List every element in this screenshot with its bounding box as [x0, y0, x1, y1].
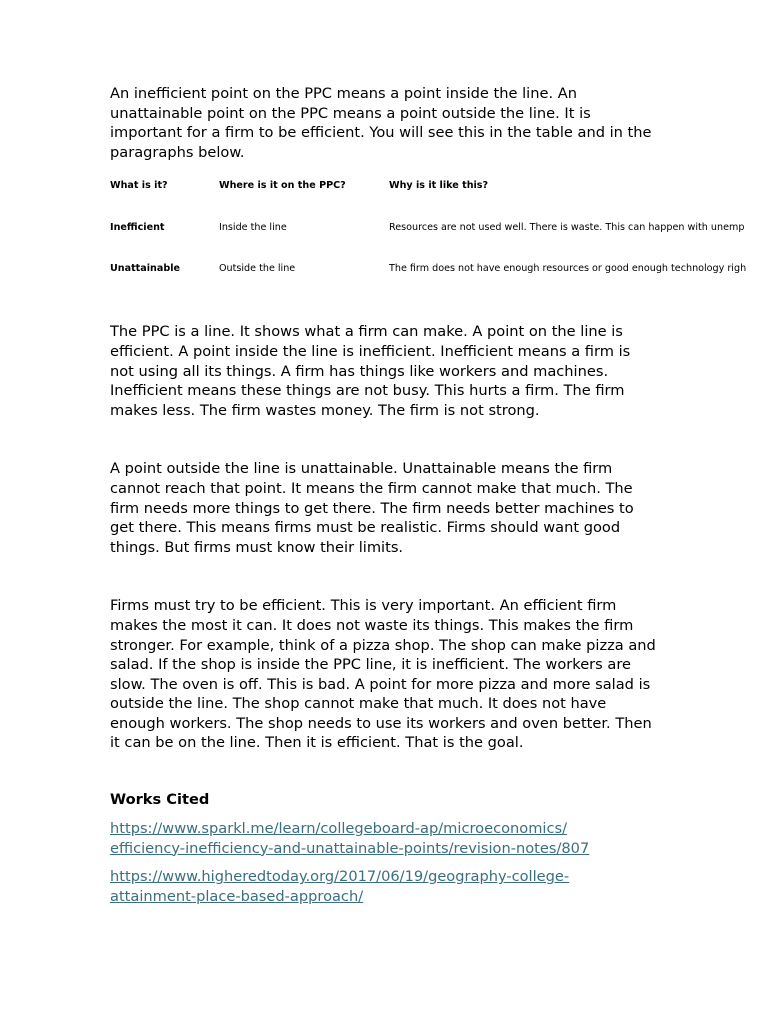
table-cell-why: The firm does not have enough resources or good enough technology righ [389, 263, 747, 275]
table-cell-why: Resources are not used well. There is waste. This can happen with unemp [389, 222, 745, 234]
citation-link-sparkl[interactable] [110, 819, 658, 858]
table-header-what: What is it? [110, 180, 168, 192]
table-header-why: Why is it like this? [389, 180, 489, 192]
citation-link-line: attainment-place-based-approach/ [110, 887, 364, 905]
citation-link-line: https://www.sparkl.me/learn/collegeboard-ap/microeconomics/ [110, 820, 568, 838]
document-body [110, 84, 747, 906]
table-cell-what: Unattainable [110, 263, 180, 275]
table-cell-where: Inside the line [219, 222, 287, 234]
body-paragraph: The PPC is a line. It shows what a firm can make. A point on the line is efficient. A point inside the line is inefficient. Inefficient means a firm is not using all its things. A firm has things like workers and machines. Inefficient means these things are not busy. This hurts a firm. The firm makes less. The firm wastes money. The firm is not strong. [110, 323, 631, 419]
ppc-points-table [110, 180, 768, 310]
section-spacer [110, 753, 658, 790]
works-cited-heading: Works Cited [110, 791, 210, 809]
table-cell-where: Outside the line [219, 263, 296, 275]
body-paragraph: Firms must try to be efficient. This is very important. An efficient firm makes the most it can. It does not waste its things. This makes the firm stronger. For example, think of a pizza shop. The shop can make pizza and salad. If the shop is inside the PPC line, it is inefficient. The workers are slow. The oven is off. This is bad. A point for more pizza and more salad is outside the line. The shop cannot make that much. It does not have enough workers. The shop needs to use its workers and oven better. Then it can be on the line. Then it is efficient. That is the goal. [110, 597, 656, 752]
intro-paragraph: An inefficient point on the PPC means a point inside the line. An unattainable point on the PPC means a point outside the line. It is important for a firm to be efficient. You will see this in the table and in the paragraphs below. [110, 85, 652, 161]
citation-link-higheredtoday[interactable] [110, 867, 658, 906]
table-cell-what: Inefficient [110, 222, 165, 234]
paragraph-spacer [110, 420, 658, 459]
citation-link-line: https://www.higheredtoday.org/2017/06/19/geography-college- [110, 868, 570, 886]
table-header-where: Where is it on the PPC? [219, 180, 346, 192]
citation-link-line: efficiency-inefficiency-and-unattainable-points/revision-notes/807 [110, 839, 590, 857]
body-paragraph: A point outside the line is unattainable. Unattainable means the firm cannot reach that point. It means the firm cannot make that much. The firm needs more things to get there. The firm needs better machines to get there. This means firms must be realistic. Firms should want good things. But firms must know their limits. [110, 460, 634, 556]
paragraph-spacer [110, 557, 658, 596]
